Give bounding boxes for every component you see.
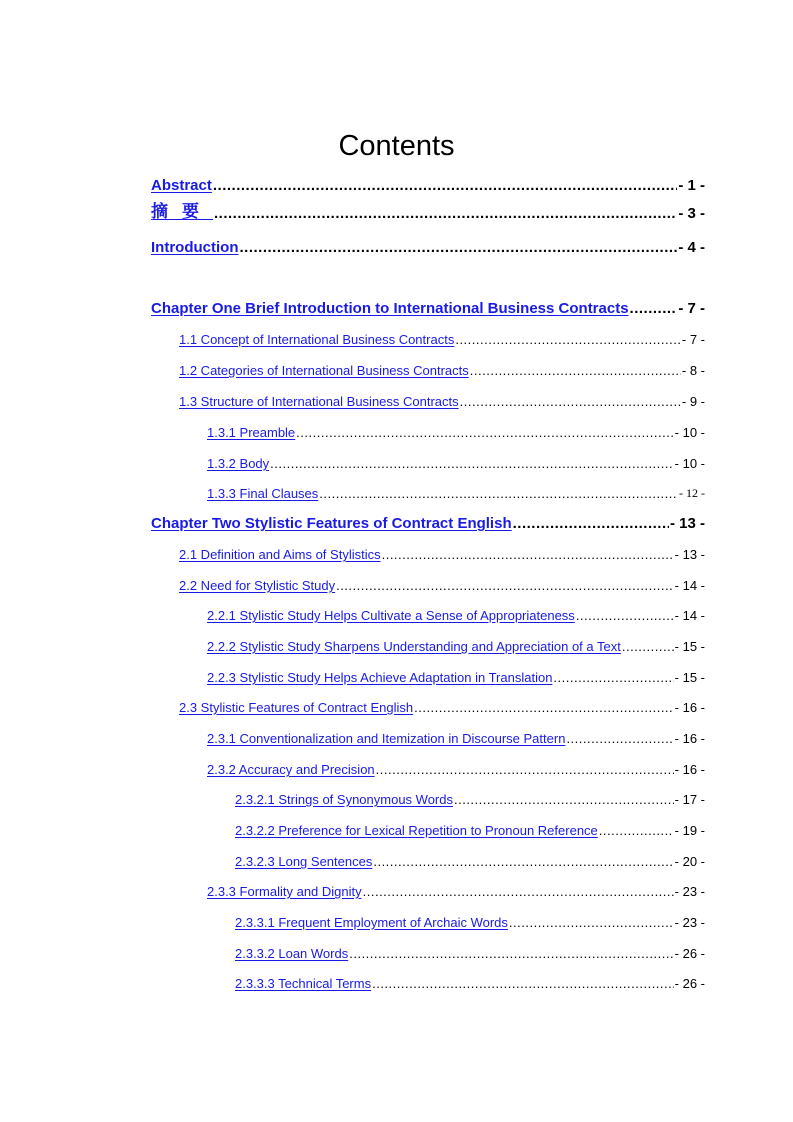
toc-page-number: - 1 - [678, 177, 705, 194]
toc-entry[interactable] [235, 789, 705, 807]
toc-entry-link[interactable]: 2.3.3 Formality and Dignity [207, 884, 362, 899]
toc-entry-link[interactable]: 2.3.3.2 Loan Words [235, 946, 349, 961]
toc-entry[interactable] [235, 820, 705, 838]
toc-entry-link[interactable]: 1.1 Concept of International Business Contracts [179, 332, 455, 347]
toc-entry-link[interactable]: 2.3.2 Accuracy and Precision [207, 762, 375, 777]
toc-entry[interactable] [207, 636, 705, 654]
dot-leader [414, 700, 674, 715]
toc-entry[interactable] [207, 667, 705, 685]
dot-leader [599, 823, 674, 838]
toc-entry-link[interactable]: 2.1 Definition and Aims of Stylistics [179, 547, 381, 562]
toc-entry[interactable] [235, 973, 705, 991]
toc-page-number: - 20 - [674, 854, 705, 869]
toc-entry[interactable] [151, 297, 705, 317]
toc-entry[interactable] [179, 360, 705, 378]
toc-page-number: - 10 - [674, 456, 705, 471]
toc-entry[interactable] [207, 728, 705, 746]
toc-entry-link[interactable]: 摘要 [151, 202, 213, 221]
toc-page-number: - 23 - [674, 884, 705, 899]
toc-entry-link[interactable]: Abstract [151, 177, 212, 194]
page-title: Contents [338, 130, 455, 162]
dot-leader [470, 363, 681, 378]
toc-page-number: - 26 - [674, 946, 705, 961]
dot-leader [373, 854, 673, 869]
toc-entry[interactable] [235, 943, 705, 961]
toc-page-number: - 13 - [669, 515, 705, 532]
toc-page-number: - 10 - [674, 425, 705, 440]
toc-entry-link[interactable]: Introduction [151, 239, 239, 256]
toc-entry[interactable] [207, 453, 705, 471]
dot-leader [363, 884, 674, 899]
toc-page-number: - 23 - [674, 915, 705, 930]
toc-entry-link[interactable]: 2.3.2.2 Preference for Lexical Repetition to Pronoun Reference [235, 823, 598, 838]
toc-page-number: - 14 - [674, 578, 705, 593]
dot-leader [576, 608, 674, 623]
toc-entry-link[interactable]: 1.3.2 Body [207, 456, 270, 471]
dot-leader [454, 792, 674, 807]
toc-page-number: - 8 - [681, 363, 705, 378]
toc-entry[interactable] [207, 881, 705, 899]
toc-entry-link[interactable]: 2.3.3.1 Frequent Employment of Archaic Words [235, 915, 508, 930]
toc-page-number: - 14 - [674, 608, 705, 623]
toc-entry[interactable] [207, 483, 705, 501]
dot-leader [270, 456, 674, 471]
toc-page-number: - 16 - [674, 731, 705, 746]
toc-entry-link[interactable]: 2.3.2.1 Strings of Synonymous Words [235, 792, 453, 807]
dot-leader [630, 300, 678, 317]
dot-leader [349, 946, 673, 961]
toc-page-number: - 9 - [681, 394, 705, 409]
toc-entry-link[interactable]: 1.3.3 Final Clauses [207, 486, 319, 501]
toc-entry-link[interactable]: Chapter One Brief Introduction to International Business Contracts [151, 300, 629, 317]
toc-entry[interactable] [151, 512, 705, 532]
toc-entry[interactable] [235, 912, 705, 930]
dot-leader [372, 976, 674, 991]
dot-leader [336, 578, 674, 593]
toc-entry-link[interactable]: 1.3.1 Preamble [207, 425, 296, 440]
dot-leader [213, 177, 677, 194]
toc-page-number: - 17 - [674, 792, 705, 807]
dot-leader [296, 425, 673, 440]
toc-entry[interactable] [235, 851, 705, 869]
toc-entry[interactable] [179, 697, 705, 715]
toc-entry-link[interactable]: 2.3.3.3 Technical Terms [235, 976, 372, 991]
toc-entry-link[interactable]: 1.2 Categories of International Business Contracts [179, 363, 469, 378]
toc-page-number: - 26 - [674, 976, 705, 991]
toc-page-number: - 7 - [681, 332, 705, 347]
dot-leader [509, 915, 674, 930]
toc-entry-link[interactable]: 2.3.1 Conventionalization and Itemization in Discourse Pattern [207, 731, 566, 746]
dot-leader [214, 205, 677, 222]
toc-entry-link[interactable]: 2.3 Stylistic Features of Contract English [179, 700, 414, 715]
toc-page-number: - 15 - [674, 639, 705, 654]
toc-entry-link[interactable]: 2.2.2 Stylistic Study Sharpens Understanding and Appreciation of a Text [207, 639, 621, 654]
toc-entry[interactable] [179, 329, 705, 347]
toc-page-number: - 15 - [674, 670, 705, 685]
toc-entry-link[interactable]: 2.2.1 Stylistic Study Helps Cultivate a Sense of Appropriateness [207, 608, 575, 623]
dot-leader [553, 670, 673, 685]
toc-entry-link[interactable]: Chapter Two Stylistic Features of Contract English [151, 515, 512, 532]
toc-page-number: - 13 - [674, 547, 705, 562]
toc-entry[interactable] [207, 605, 705, 623]
toc-entry-link[interactable]: 2.2.3 Stylistic Study Helps Achieve Adaptation in Translation [207, 670, 553, 685]
dot-leader [460, 394, 681, 409]
dot-leader [513, 515, 669, 532]
toc-page-number: - 7 - [678, 300, 705, 317]
toc-page-number: - 12 - [679, 486, 705, 500]
dot-leader [455, 332, 681, 347]
dot-leader [319, 486, 678, 501]
toc-page-number: - 3 - [678, 205, 705, 222]
toc-entry[interactable] [151, 202, 705, 222]
toc-entry-link[interactable]: 1.3 Structure of International Business Contracts [179, 394, 459, 409]
toc-page-number: - 4 - [678, 239, 705, 256]
toc-entry[interactable] [179, 575, 705, 593]
toc-page-number: - 16 - [674, 700, 705, 715]
dot-leader [239, 239, 677, 256]
dot-leader [566, 731, 673, 746]
toc-entry[interactable] [207, 422, 705, 440]
toc-entry[interactable] [207, 759, 705, 777]
toc-page-number: - 19 - [674, 823, 705, 838]
toc-entry[interactable] [151, 174, 705, 194]
toc-entry-link[interactable]: 2.2 Need for Stylistic Study [179, 578, 336, 593]
dot-leader [622, 639, 674, 654]
toc-entry-link[interactable]: 2.3.2.3 Long Sentences [235, 854, 373, 869]
dot-leader [382, 547, 674, 562]
toc-entry[interactable] [151, 236, 705, 256]
toc-entry[interactable] [179, 391, 705, 409]
dot-leader [376, 762, 674, 777]
toc-entry[interactable] [179, 544, 705, 562]
toc-page-number: - 16 - [674, 762, 705, 777]
